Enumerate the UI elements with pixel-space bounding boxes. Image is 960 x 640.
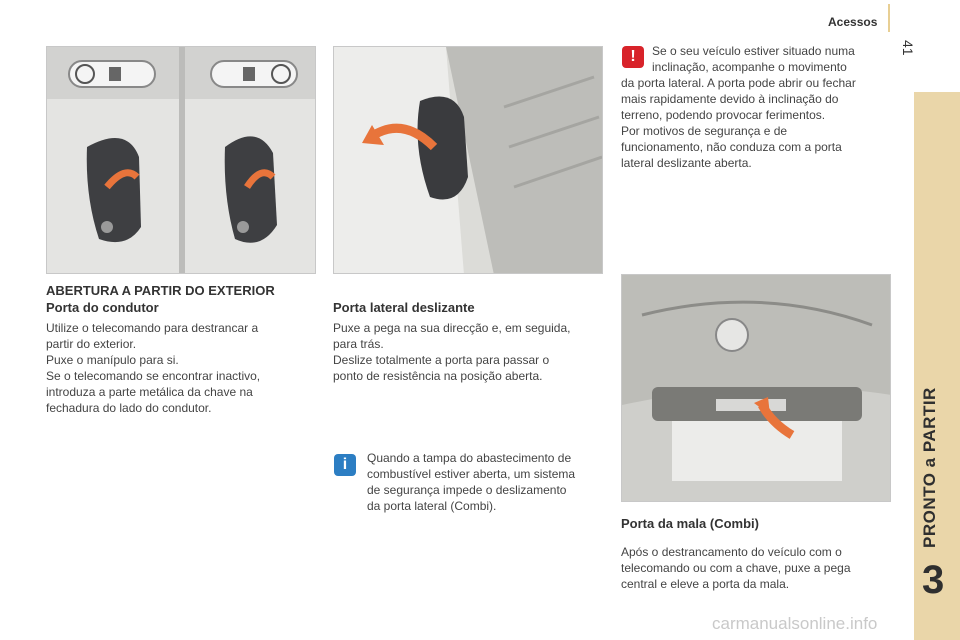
header-divider xyxy=(888,4,890,32)
boot-door-heading: Porta da mala (Combi) xyxy=(621,516,759,531)
text-line: terreno, podendo provocar ferimentos. xyxy=(621,108,826,122)
info-icon: i xyxy=(334,454,356,476)
text-line: para trás. xyxy=(333,337,384,351)
text-line: Após o destrancamento do veículo com o xyxy=(621,545,842,559)
page-number: 41 xyxy=(900,40,916,56)
text-line: Se o seu veículo estiver situado numa xyxy=(652,44,855,58)
driver-door-handle-photo xyxy=(46,46,316,274)
driver-door-instructions xyxy=(46,320,316,416)
sliding-door-handle-photo xyxy=(333,46,603,274)
text-line: ponto de resistência na posição aberta. xyxy=(333,369,543,383)
text-line: Puxe o manípulo para si. xyxy=(46,353,179,367)
text-line: Quando a tampa do abastecimento de xyxy=(367,451,572,465)
slope-warning-note xyxy=(621,43,896,171)
chapter-number: 3 xyxy=(922,558,945,602)
text-line: funcionamento, não conduza com a porta xyxy=(621,140,842,154)
boot-door-instructions xyxy=(621,544,891,592)
sliding-door-instructions xyxy=(333,320,608,384)
text-line: introduza a parte metálica da chave na xyxy=(46,385,253,399)
watermark: carmanualsonline.info xyxy=(712,614,878,633)
section-title: Acessos xyxy=(828,15,878,29)
text-line: mais rapidamente devido à inclinação do xyxy=(621,92,839,106)
text-line: Utilize o telecomando para destrancar a xyxy=(46,321,259,335)
text-line: inclinação, acompanhe o movimento xyxy=(652,60,847,74)
text-line: Se o telecomando se encontrar inactivo, xyxy=(46,369,261,383)
text-line: fechadura do lado do condutor. xyxy=(46,401,212,415)
warning-icon: ! xyxy=(622,46,644,68)
text-line: da porta lateral (Combi). xyxy=(367,499,497,513)
text-line: da porta lateral. A porta pode abrir ou fechar xyxy=(621,76,856,90)
text-line: Por motivos de segurança e de xyxy=(621,124,788,138)
exterior-opening-heading: ABERTURA A PARTIR DO EXTERIOR xyxy=(46,283,275,298)
text-line: lateral deslizante aberta. xyxy=(621,156,752,170)
fuel-flap-info-note xyxy=(367,450,607,514)
text-line: partir do exterior. xyxy=(46,337,137,351)
sliding-door-heading: Porta lateral deslizante xyxy=(333,300,475,315)
text-line: Puxe a pega na sua direcção e, em seguida, xyxy=(333,321,571,335)
text-line: telecomando ou com a chave, puxe a pega xyxy=(621,561,851,575)
text-line: central e eleve a porta da mala. xyxy=(621,577,790,591)
driver-door-heading: Porta do condutor xyxy=(46,300,159,315)
text-line: combustível estiver aberta, um sistema xyxy=(367,467,576,481)
chapter-label: PRONTO a PARTIR xyxy=(920,387,939,548)
text-line: Deslize totalmente a porta para passar o xyxy=(333,353,550,367)
boot-handle-photo xyxy=(621,274,891,502)
text-line: de segurança impede o deslizamento xyxy=(367,483,567,497)
